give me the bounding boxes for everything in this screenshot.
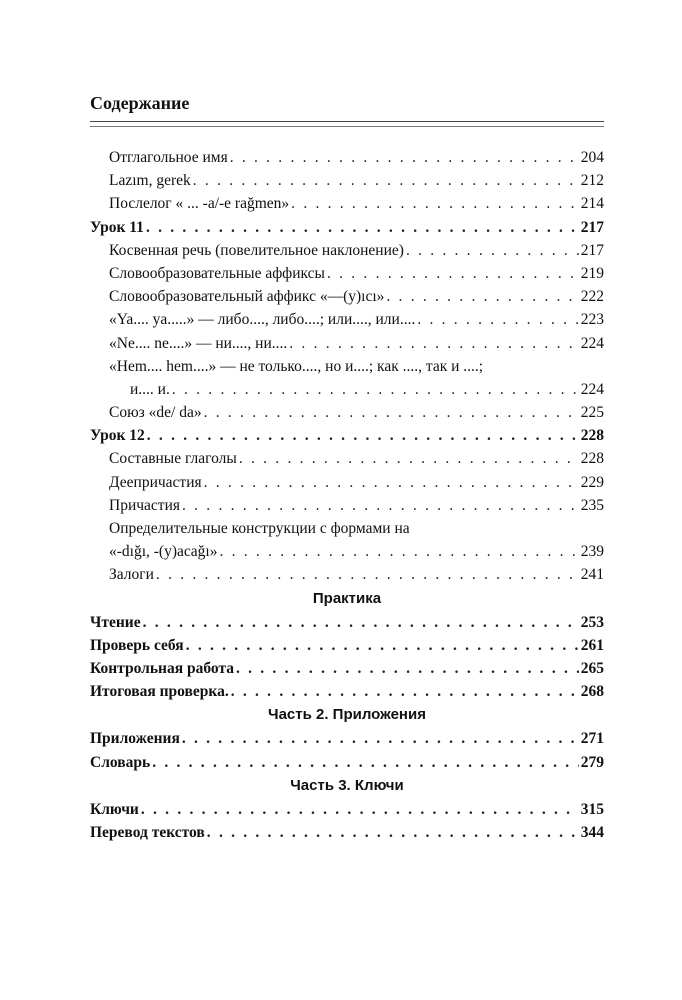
toc-page-number: 224 xyxy=(580,334,604,352)
toc-page-number: 217 xyxy=(580,241,604,259)
toc-chapter-entry xyxy=(90,657,604,680)
toc-entry xyxy=(90,401,604,424)
toc-entry-title: «-dığı, -(y)acağı» xyxy=(109,543,218,561)
toc-entry xyxy=(90,239,604,262)
toc-entry-title: Союз «de/ da» xyxy=(109,404,202,422)
dot-leader xyxy=(182,727,579,750)
toc-entry-title: Залоги xyxy=(109,566,154,584)
table-of-contents xyxy=(90,146,604,844)
dot-leader xyxy=(386,285,578,308)
dot-leader xyxy=(230,146,579,169)
toc-entry-title: Послелог « ... -a/-e rağmen» xyxy=(109,195,290,213)
toc-page-number: 219 xyxy=(580,264,604,282)
toc-entry-title: Причастия xyxy=(109,496,180,514)
toc-chapter-entry xyxy=(90,821,604,844)
toc-entry xyxy=(90,332,604,355)
toc-chapter-entry xyxy=(90,727,604,750)
section-heading: Часть 3. Ключи xyxy=(290,776,404,794)
toc-chapter-entry xyxy=(90,634,604,657)
dot-leader xyxy=(193,169,579,192)
dot-leader xyxy=(417,308,578,331)
toc-page-number: 344 xyxy=(580,823,604,841)
toc-entry-title: Косвенная речь (повелительное наклонение) xyxy=(109,241,404,259)
toc-page-number: 217 xyxy=(580,218,604,236)
toc-page-number: 228 xyxy=(580,450,604,468)
dot-leader xyxy=(289,332,578,355)
toc-chapter-entry xyxy=(90,680,604,703)
toc-entry-title: «Ne.... ne....» — ни...., ни.... xyxy=(109,334,288,352)
dot-leader xyxy=(147,424,579,447)
toc-page-number: 279 xyxy=(580,753,604,771)
toc-page-number: 222 xyxy=(580,288,604,306)
toc-page-number: 268 xyxy=(580,683,604,701)
toc-entry-title: Чтение xyxy=(90,613,141,631)
toc-entry-title: Перевод текстов xyxy=(90,823,205,841)
toc-entry-line: «Hem.... hem....» — не только...., но и....; как ...., так и ....; xyxy=(109,357,484,375)
toc-page-number: 235 xyxy=(580,496,604,514)
section-heading: Часть 2. Приложения xyxy=(268,706,426,724)
dot-leader xyxy=(239,447,579,470)
toc-entry-title: Ключи xyxy=(90,800,139,818)
toc-entry-title: и.... и. xyxy=(130,380,170,398)
toc-page-number: 229 xyxy=(580,473,604,491)
toc-entry xyxy=(90,563,604,586)
toc-chapter-entry xyxy=(90,751,604,774)
toc-entry xyxy=(90,308,604,331)
dot-leader xyxy=(186,634,579,657)
toc-page-number: 204 xyxy=(580,149,604,166)
toc-page-number: 212 xyxy=(580,172,604,190)
toc-entry-title: Lazım, gerek xyxy=(109,172,191,190)
toc-page-number: 239 xyxy=(580,543,604,561)
toc-page-number: 224 xyxy=(580,380,604,398)
toc-page-number: 241 xyxy=(580,566,604,584)
toc-entry xyxy=(90,540,604,563)
toc-entry-title: Контрольная работа xyxy=(90,659,234,677)
toc-entry xyxy=(90,285,604,308)
toc-page-number: 228 xyxy=(580,427,604,445)
dot-leader xyxy=(327,262,579,285)
toc-entry xyxy=(90,146,604,169)
toc-entry xyxy=(90,262,604,285)
toc-entry-title: Приложения xyxy=(90,730,180,748)
toc-page-number: 265 xyxy=(580,659,604,677)
toc-entry-title: Урок 11 xyxy=(90,218,144,236)
dot-leader xyxy=(146,216,579,239)
toc-entry xyxy=(90,494,604,517)
header-rule-top xyxy=(90,121,604,122)
toc-page-number: 253 xyxy=(580,613,604,631)
toc-entry xyxy=(90,192,604,215)
running-header: Содержание xyxy=(90,93,190,113)
toc-page-number: 225 xyxy=(580,404,604,422)
toc-entry-title: Урок 12 xyxy=(90,427,145,445)
header-rule-bottom xyxy=(90,126,604,127)
dot-leader xyxy=(182,494,579,517)
toc-entry-title: Проверь себя xyxy=(90,636,184,654)
toc-entry-line: Определительные конструкции с формами на xyxy=(109,520,410,537)
toc-page-number: 315 xyxy=(580,800,604,818)
toc-entry-title: Словообразовательный аффикс «—(y)ıcı» xyxy=(109,288,385,306)
toc-entry xyxy=(90,169,604,192)
toc-entry-title: Составные глаголы xyxy=(109,450,237,468)
dot-leader xyxy=(141,798,579,821)
toc-entry xyxy=(90,378,604,401)
dot-leader xyxy=(156,563,579,586)
toc-entry-title: Словообразовательные аффиксы xyxy=(109,264,325,282)
dot-leader xyxy=(204,471,579,494)
dot-leader xyxy=(172,378,579,401)
toc-entry-title: Отглагольное имя xyxy=(109,149,228,166)
toc-entry-title: «Ya.... ya.....» — либо...., либо....; или...., или.... xyxy=(109,311,416,329)
dot-leader xyxy=(152,751,579,774)
toc-page-number: 214 xyxy=(580,195,604,213)
dot-leader xyxy=(143,611,579,634)
toc-entry-title: Итоговая проверка. xyxy=(90,683,229,701)
dot-leader xyxy=(204,401,579,424)
toc-chapter-entry xyxy=(90,611,604,634)
toc-entry-title: Словарь xyxy=(90,753,151,771)
toc-page-number: 261 xyxy=(580,636,604,654)
toc-page-number: 271 xyxy=(580,730,604,748)
toc-chapter-entry xyxy=(90,424,604,447)
dot-leader xyxy=(231,680,579,703)
toc-entry xyxy=(90,447,604,470)
toc-chapter-entry xyxy=(90,216,604,239)
toc-entry-title: Деепричастия xyxy=(109,473,202,491)
dot-leader xyxy=(207,821,579,844)
dot-leader xyxy=(406,239,579,262)
toc-page-number: 223 xyxy=(580,311,604,329)
toc-chapter-entry xyxy=(90,798,604,821)
dot-leader xyxy=(219,540,578,563)
dot-leader xyxy=(236,657,579,680)
section-heading: Практика xyxy=(312,589,382,607)
toc-entry xyxy=(90,471,604,494)
dot-leader xyxy=(291,192,579,215)
